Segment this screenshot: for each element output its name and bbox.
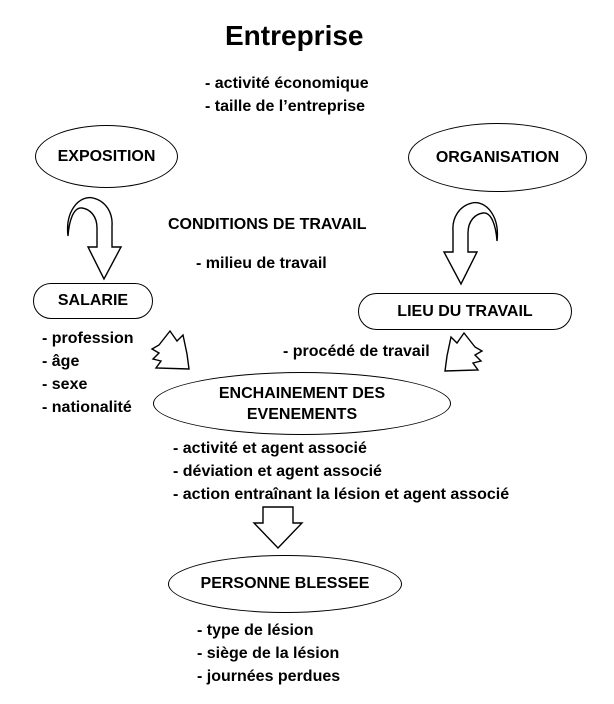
list-item: - âge (42, 353, 80, 370)
list-item: - procédé de travail (283, 343, 430, 360)
list-item: - milieu de travail (196, 255, 327, 272)
node-organisation (408, 123, 587, 192)
evenement-bullet-list (173, 437, 509, 506)
personne-bullet-list (197, 619, 340, 688)
label-conditions-de-travail: CONDITIONS DE TRAVAIL (168, 216, 367, 233)
list-item: - action entraînant la lésion et agent associé (173, 486, 510, 503)
curved-down-arrow-icon (440, 195, 505, 290)
node-exposition (35, 125, 178, 188)
jagged-arrow-down-right-icon (146, 327, 190, 372)
list-item: - type de lésion (197, 622, 314, 639)
page-title: Entreprise (225, 20, 364, 51)
list-item: - activité économique (205, 75, 369, 92)
list-item: - déviation et agent associé (173, 463, 382, 480)
node-label: PERSONNE BLESSEE (200, 575, 370, 592)
jagged-arrow-down-left-icon (444, 329, 488, 374)
node-label-line1: ENCHAINEMENT DES (218, 384, 386, 402)
list-item: - sexe (42, 376, 88, 393)
salarie-bullet-list (42, 327, 134, 419)
node-label: SALARIE (57, 292, 129, 309)
node-salarie (33, 283, 153, 319)
curved-down-arrow-icon (60, 190, 125, 285)
block-arrow-down-icon (253, 505, 303, 549)
node-label-line2: EVENEMENTS (246, 405, 358, 423)
node-enchainement-des-evenements (153, 372, 451, 435)
enterprise-bullet-list (205, 72, 369, 118)
node-personne-blessee (168, 555, 402, 613)
list-item: - siège de la lésion (197, 645, 340, 662)
node-label: EXPOSITION (57, 147, 156, 165)
node-lieu-du-travail (358, 293, 572, 330)
list-item: - profession (42, 330, 134, 347)
list-item: - nationalité (42, 399, 132, 416)
list-item: - journées perdues (197, 668, 341, 685)
list-item: - activité et agent associé (173, 440, 367, 457)
list-item: - taille de l’entreprise (205, 98, 366, 115)
node-label: ORGANISATION (435, 148, 560, 166)
node-label: LIEU DU TRAVAIL (397, 302, 533, 320)
